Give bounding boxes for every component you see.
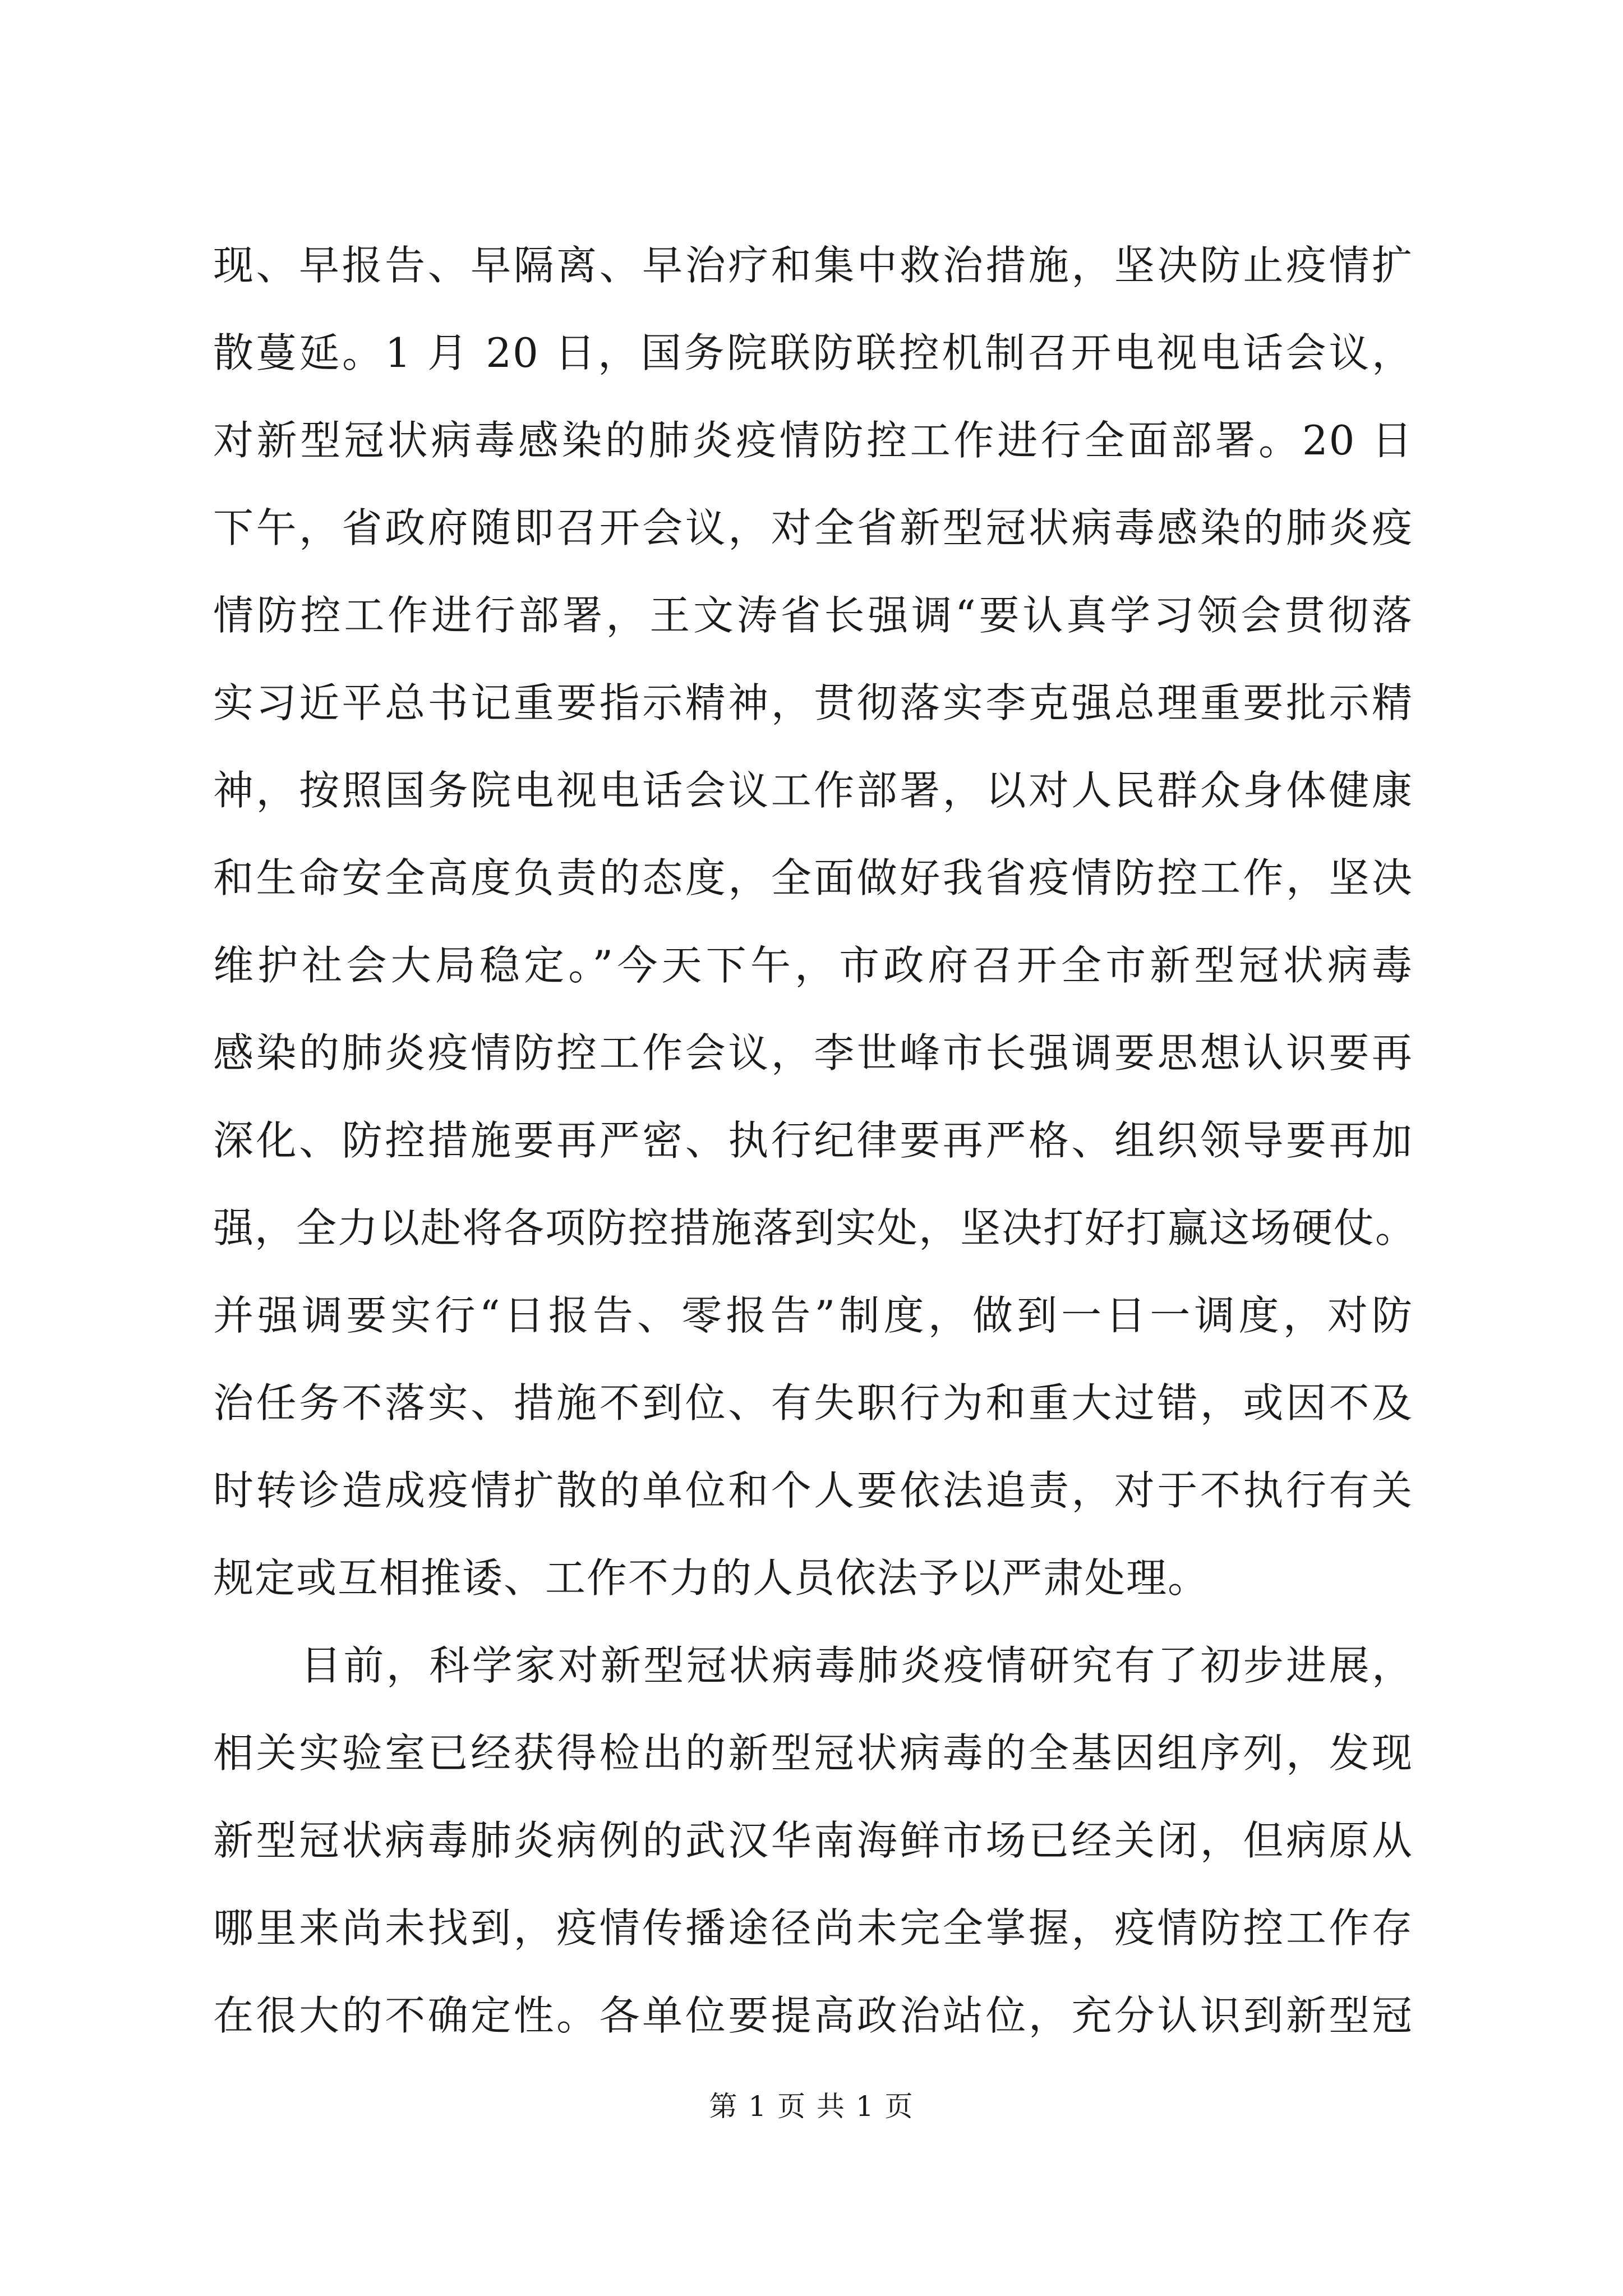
text-line: 散蔓延。1 月 20 日，国务院联防联控机制召开电视电话会议， <box>213 329 1413 376</box>
text-line: 维护社会大局稳定。”今天下午，市政府召开全市新型冠状病毒 <box>213 942 1413 989</box>
text-line: 相关实验室已经获得检出的新型冠状病毒的全基因组序列，发现 <box>213 1729 1413 1777</box>
document-body <box>213 222 1417 2059</box>
text-line: 规定或互相推诿、工作不力的人员依法予以严肃处理。 <box>213 1554 1210 1602</box>
text-line: 新型冠状病毒肺炎病例的武汉华南海鲜市场已经关闭，但病原从 <box>213 1817 1413 1864</box>
text-line: 实习近平总书记重要指示精神，贯彻落实李克强总理重要批示精 <box>213 679 1413 726</box>
text-line: 神，按照国务院电视电话会议工作部署，以对人民群众身体健康 <box>213 767 1413 814</box>
text-line: 哪里来尚未找到，疫情传播途径尚未完全掌握，疫情防控工作存 <box>213 1904 1413 1952</box>
text-line: 现、早报告、早隔离、早治疗和集中救治措施，坚决防止疫情扩 <box>213 242 1413 289</box>
text-line: 感染的肺炎疫情防控工作会议，李世峰市长强调要思想认识要再 <box>213 1029 1413 1076</box>
text-line: 和生命安全高度负责的态度，全面做好我省疫情防控工作，坚决 <box>213 854 1413 901</box>
text-line: 并强调要实行“日报告、零报告”制度，做到一日一调度，对防 <box>213 1292 1413 1339</box>
paragraph <box>213 1622 1413 2059</box>
text-line: 在很大的不确定性。各单位要提高政治站位，充分认识到新型冠 <box>213 1992 1413 2039</box>
text-line: 对新型冠状病毒感染的肺炎疫情防控工作进行全面部署。20 日 <box>213 417 1413 464</box>
text-line: 治任务不落实、措施不到位、有失职行为和重大过错，或因不及 <box>213 1379 1413 1427</box>
text-line: 深化、防控措施要再严密、执行纪律要再严格、组织领导要再加 <box>213 1117 1413 1164</box>
text-line: 下午，省政府随即召开会议，对全省新型冠状病毒感染的肺炎疫 <box>213 504 1413 551</box>
text-line: 情防控工作进行部署，王文涛省长强调“要认真学习领会贯彻落 <box>213 592 1413 639</box>
text-line: 目前，科学家对新型冠状病毒肺炎疫情研究有了初步进展， <box>301 1642 1413 1689</box>
paragraph <box>213 222 1417 1622</box>
text-line: 时转诊造成疫情扩散的单位和个人要依法追责，对于不执行有关 <box>213 1467 1413 1514</box>
page-number-footer: 第 1 页 共 1 页 <box>709 2090 914 2123</box>
text-line: 强，全力以赴将各项防控措施落到实处，坚决打好打赢这场硬仗。 <box>213 1204 1417 1251</box>
